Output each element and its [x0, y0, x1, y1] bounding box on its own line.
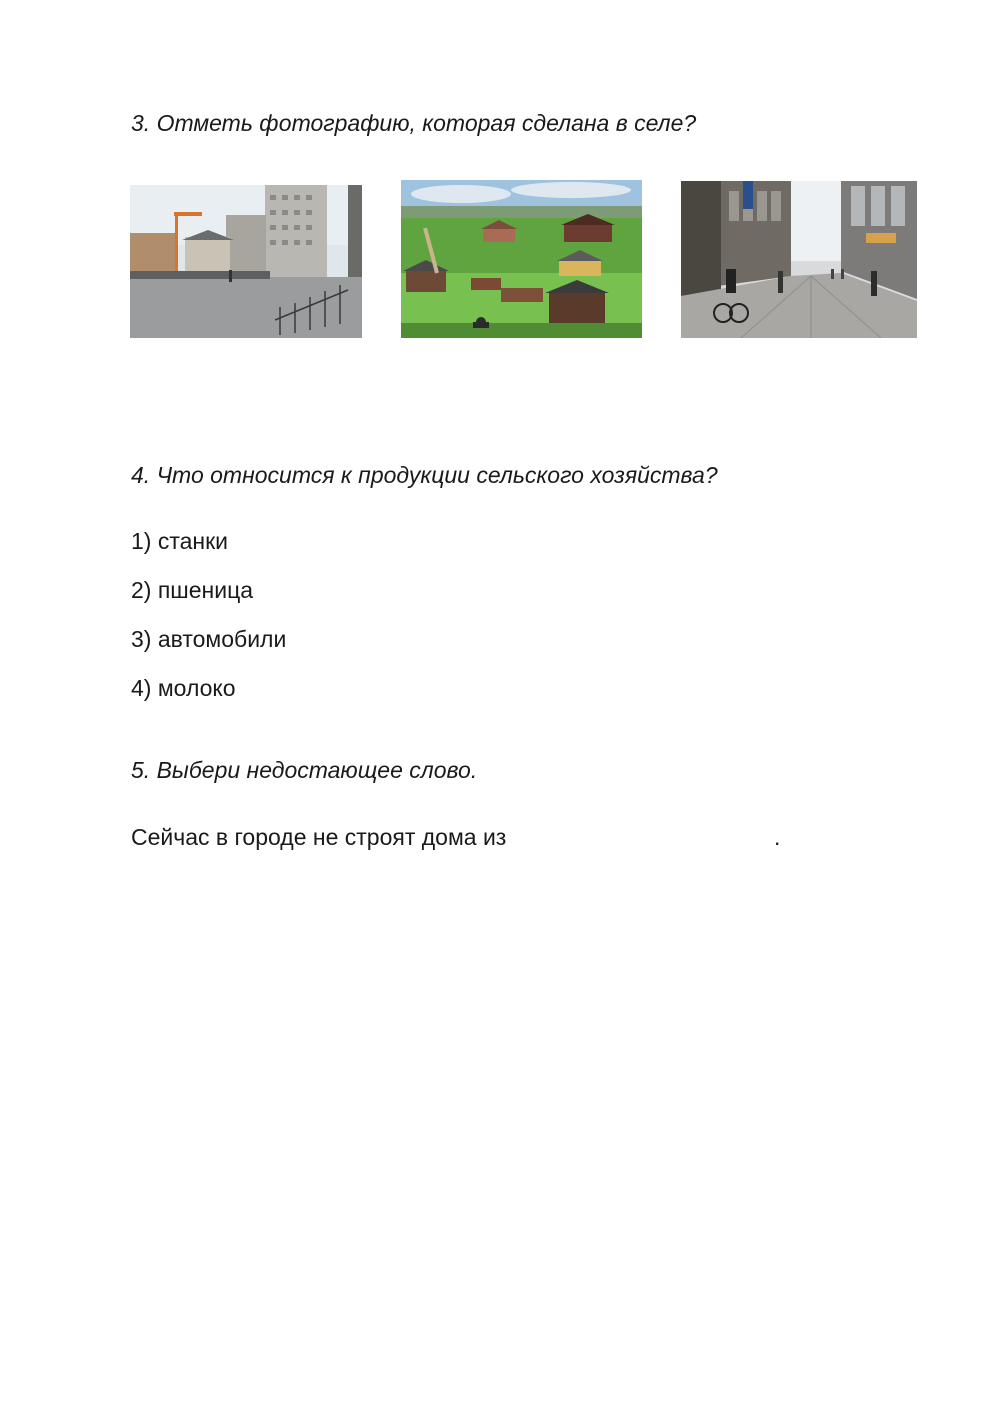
photo-option-pedestrian-street[interactable] — [681, 181, 917, 338]
photo-option-city[interactable] — [130, 185, 362, 338]
photo-option-village[interactable] — [401, 180, 642, 338]
city-street-photo-icon — [130, 185, 362, 338]
pedestrian-street-photo-icon — [681, 181, 917, 338]
answer-option-3[interactable]: 3) автомобили — [131, 626, 287, 652]
missing-word-input[interactable] — [530, 822, 774, 854]
sentence-end-period: . — [774, 824, 781, 850]
question-3-title: 3. Отметь фотографию, которая сделана в селе? — [131, 110, 697, 136]
answer-option-4[interactable]: 4) молоко — [131, 675, 236, 701]
question-4-title: 4. Что относится к продукции сельского хозяйства? — [131, 462, 718, 488]
answer-option-1[interactable]: 1) станки — [131, 528, 229, 554]
village-photo-icon — [401, 180, 642, 338]
question-5-title: 5. Выбери недостающее слово. — [131, 757, 478, 783]
answer-option-2[interactable]: 2) пшеница — [131, 577, 254, 603]
fill-in-sentence: Сейчас в городе не строят дома из — [131, 824, 507, 850]
